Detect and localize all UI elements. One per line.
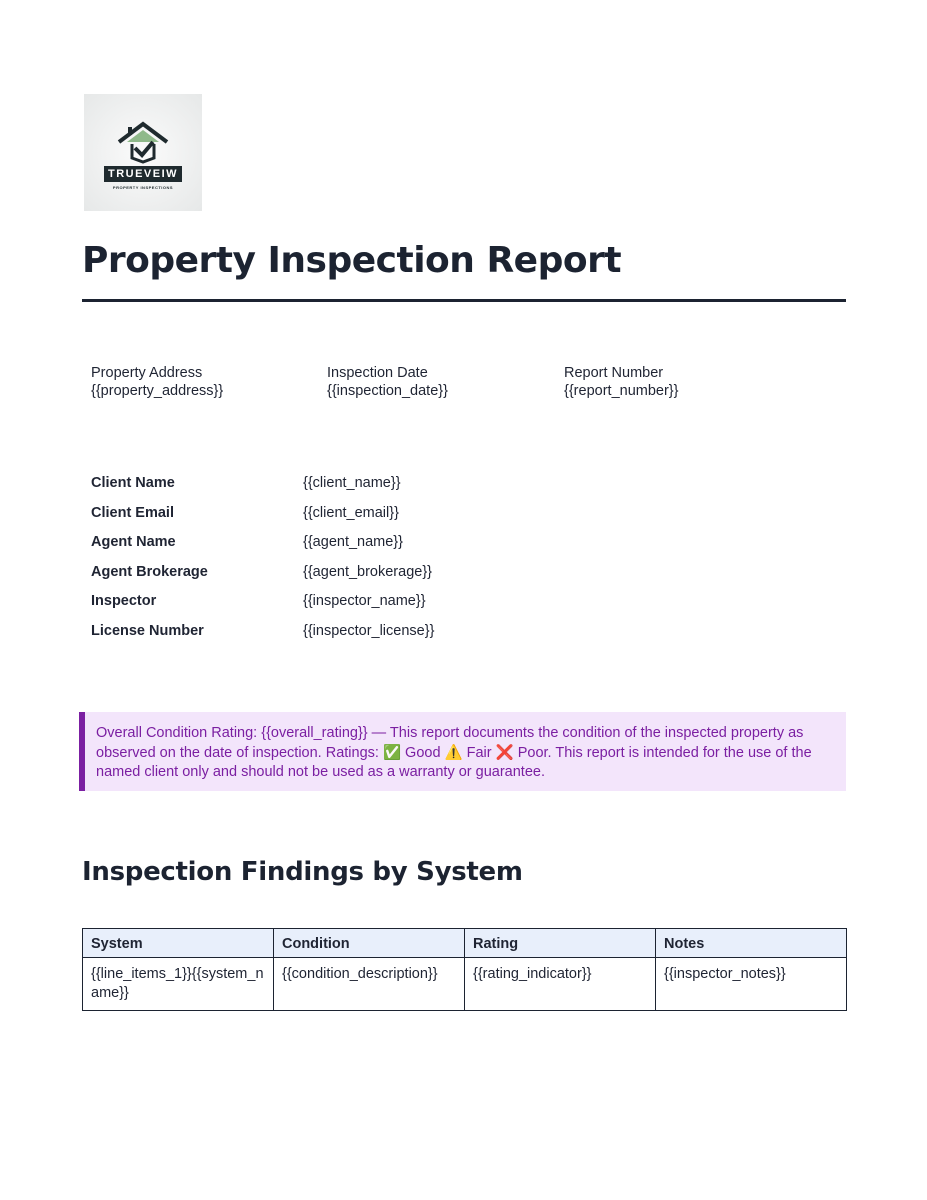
column-header: Rating (465, 929, 656, 958)
detail-label: License Number (91, 622, 204, 639)
detail-value: {{client_email}} (303, 504, 399, 521)
detail-row (91, 564, 434, 594)
detail-value: {{inspector_name}} (303, 593, 426, 609)
section-title: Inspection Findings by System (82, 857, 523, 887)
table-cell: {{condition_description}} (274, 958, 465, 1011)
logo-name: TRUEVEIW (104, 166, 182, 182)
detail-label: Agent Brokerage (91, 563, 208, 580)
meta-report-number (564, 364, 678, 400)
detail-label: Agent Name (91, 534, 176, 550)
table-header-row (83, 929, 847, 958)
page-title: Property Inspection Report (82, 240, 622, 281)
details-table (91, 475, 434, 652)
column-header: System (83, 929, 274, 958)
detail-row (91, 534, 434, 564)
house-check-icon (115, 120, 171, 164)
column-header: Condition (274, 929, 465, 958)
meta-label: Report Number (564, 365, 664, 381)
table-row (83, 958, 847, 1011)
detail-value: {{inspector_license}} (303, 622, 435, 639)
meta-label: Inspection Date (327, 365, 428, 381)
meta-property-address (91, 364, 223, 400)
detail-row (91, 475, 434, 505)
detail-row (91, 623, 434, 653)
meta-label: Property Address (91, 365, 203, 381)
table-cell: {{line_items_1}}{{system_name}} (83, 958, 274, 1011)
detail-value: {{agent_name}} (303, 534, 403, 550)
logo-tagline: PROPERTY INSPECTIONS (112, 184, 174, 190)
column-header: Notes (656, 929, 847, 958)
meta-value: {{report_number}} (564, 383, 679, 399)
company-logo (84, 94, 202, 211)
title-divider (82, 299, 846, 302)
detail-label: Client Name (91, 475, 175, 491)
meta-inspection-date (327, 364, 448, 400)
detail-row (91, 505, 434, 535)
detail-row (91, 593, 434, 623)
detail-value: {{client_name}} (303, 475, 401, 491)
table-cell: {{rating_indicator}} (465, 958, 656, 1011)
rating-callout: Overall Condition Rating: {{overall_rating}} — This report documents the condition of the inspected property as observed on the date of inspection. Ratings: ✅ Good ⚠️ Fair ❌ Poor. This report is intended for the use of the named client only and should not be used as a warranty or guarantee. (79, 712, 846, 791)
detail-value: {{agent_brokerage}} (303, 563, 433, 580)
detail-label: Client Email (91, 504, 174, 521)
table-cell: {{inspector_notes}} (656, 958, 847, 1011)
detail-label: Inspector (91, 593, 157, 609)
meta-value: {{property_address}} (91, 383, 224, 399)
meta-value: {{inspection_date}} (327, 383, 448, 399)
findings-table (82, 928, 847, 1011)
